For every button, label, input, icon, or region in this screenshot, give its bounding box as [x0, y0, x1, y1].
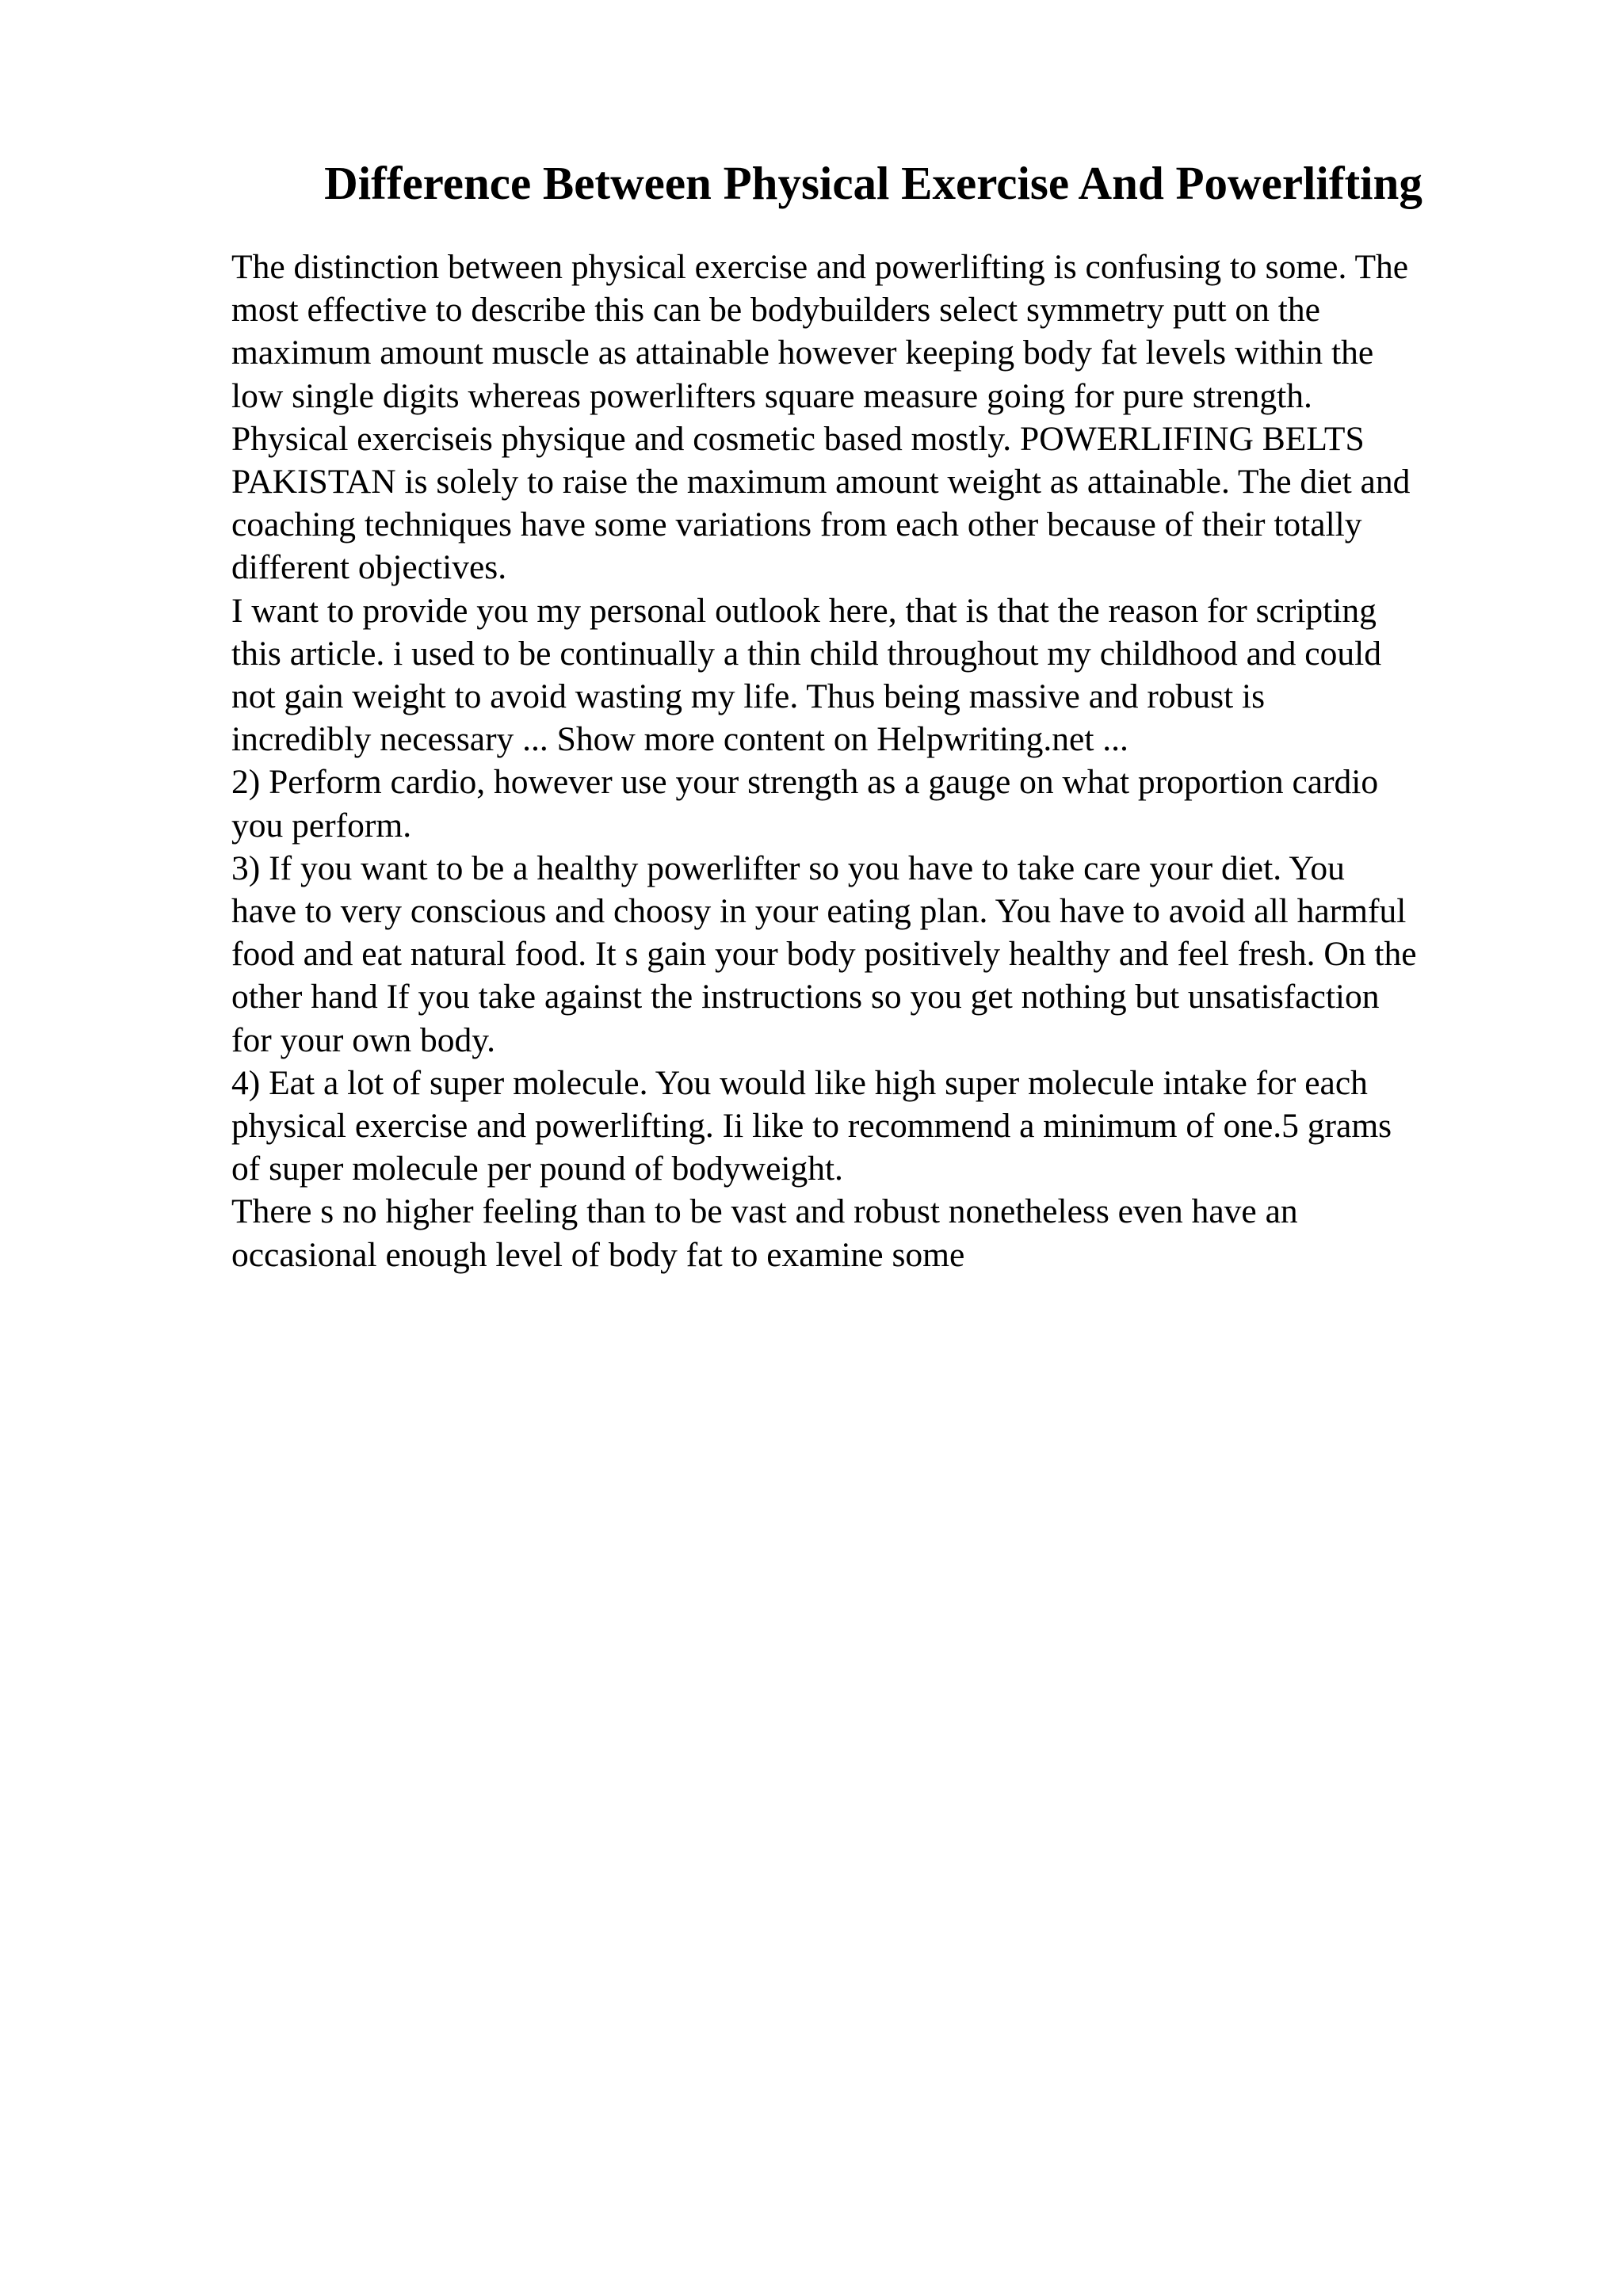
body-line-19: for your own body. — [231, 1020, 496, 1059]
body-line-7: coaching techniques have some variations from each other because of their totally — [231, 505, 1362, 544]
body-line-18: other hand If you take against the instructions so you get nothing but unsatisfaction — [231, 978, 1380, 1016]
body-line-17: food and eat natural food. It s gain your body positively healthy and feel fresh. On the — [231, 935, 1417, 974]
document-title: Difference Between Physical Exercise And Powerlifting — [324, 157, 1423, 209]
body-line-2: most effective to describe this can be bodybuilders select symmetry putt on the — [231, 291, 1320, 330]
body-line-20: 4) Eat a lot of super molecule. You would like high super molecule intake for each — [231, 1063, 1368, 1102]
body-line-4: low single digits whereas powerlifters square measure going for pure strength. — [231, 376, 1312, 415]
document-body — [231, 246, 1547, 1276]
body-line-23: There s no higher feeling than to be vast and robust nonetheless even have an — [231, 1192, 1298, 1231]
body-line-12: incredibly necessary ... Show more content on Helpwriting.net ... — [231, 720, 1128, 759]
body-line-14: you perform. — [231, 806, 412, 845]
body-line-8: different objectives. — [231, 548, 507, 587]
body-line-24: occasional enough level of body fat to examine some — [231, 1235, 965, 1274]
body-line-16: have to very conscious and choosy in your eating plan. You have to avoid all harmful — [231, 892, 1407, 931]
body-line-15: 3) If you want to be a healthy powerlifter so you have to take care your diet. You — [231, 849, 1345, 887]
body-line-21: physical exercise and powerlifting. Ii like to recommend a minimum of one.5 grams — [231, 1107, 1392, 1146]
body-line-10: this article. i used to be continually a thin child throughout my childhood and could — [231, 634, 1381, 673]
body-line-11: not gain weight to avoid wasting my life. Thus being massive and robust is — [231, 677, 1266, 716]
body-line-9: I want to provide you my personal outlook here, that is that the reason for scripting — [231, 591, 1377, 630]
body-line-22: of super molecule per pound of bodyweight. — [231, 1150, 843, 1188]
body-line-13: 2) Perform cardio, however use your strength as a gauge on what proportion cardio — [231, 763, 1379, 802]
body-line-1: The distinction between physical exercise and powerlifting is confusing to some. The — [231, 248, 1409, 286]
body-line-5: Physical exerciseis physique and cosmetic based mostly. POWERLIFING BELTS — [231, 419, 1365, 458]
body-line-6: PAKISTAN is solely to raise the maximum amount weight as attainable. The diet and — [231, 463, 1411, 502]
body-line-3: maximum amount muscle as attainable however keeping body fat levels within the — [231, 334, 1374, 372]
